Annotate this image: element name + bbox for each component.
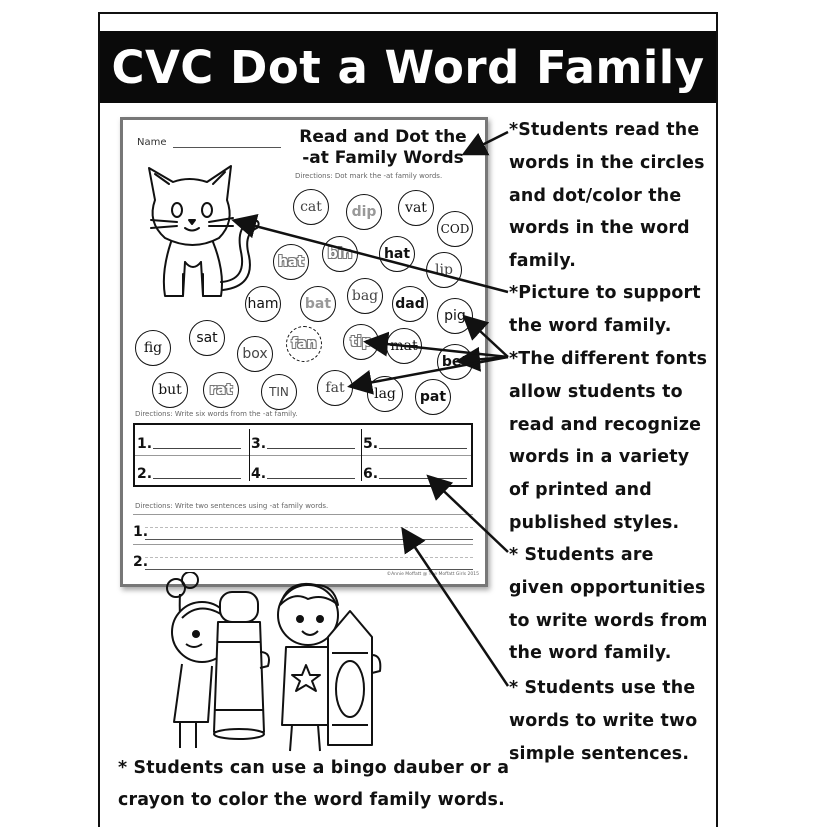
word-circle[interactable]: bet [437,344,473,380]
arrow-icon [368,342,508,357]
word-circle[interactable]: TIN [261,374,297,410]
write-number: 3. [251,436,267,452]
write-number: 6. [363,466,379,482]
word-circle[interactable]: bin [322,236,358,272]
name-label: Name [137,137,167,148]
word-circle[interactable]: ham [245,286,281,322]
directions-sentences: Directions: Write two sentences using -at family words. [135,502,329,510]
write-number: 1. [137,436,153,452]
note-dauber: * Students can use a bingo dauber or a crayon to color the word family words. [118,758,510,810]
directions-write: Directions: Write six words from the -at family. [135,410,298,418]
word-circle[interactable]: sat [189,320,225,356]
word-circle[interactable]: bat [300,286,336,322]
note-read-words: *Students read the words in the circles and dot/color the words in the word family. [509,120,705,272]
write-number: 2. [137,466,153,482]
word-circle[interactable]: COD [437,211,473,247]
worksheet-title-line1: Read and Dot the [299,127,467,147]
arrow-icon [466,318,508,357]
page-title: CVC Dot a Word Family [100,31,716,103]
note-sentences: * Students use the words to write two simple sentences. [509,678,698,764]
arrow-icon [352,357,508,386]
word-circle[interactable]: hat [379,236,415,272]
word-circle[interactable]: fan [286,326,322,362]
arrow-icon [236,221,508,292]
note-fonts: *The different fonts allow students to read and recognize words in a variety of printed and published styles. [509,349,708,533]
directions-dot: Directions: Dot mark the -at family words. [295,172,443,180]
word-circle[interactable]: tip [343,324,379,360]
arrow-icon [404,531,508,686]
word-circle[interactable]: pat [415,379,451,415]
word-circle[interactable]: pig [437,298,473,334]
word-circle[interactable]: dip [346,194,382,230]
word-circle[interactable]: box [237,336,273,372]
word-circle[interactable]: fig [135,330,171,366]
write-number: 5. [363,436,379,452]
note-picture: *Picture to support the word family. [509,283,701,336]
word-circle[interactable]: vat [398,190,434,226]
word-circle[interactable]: cat [293,189,329,225]
word-circle[interactable]: bag [347,278,383,314]
arrow-icon [466,132,508,153]
word-circle[interactable]: but [152,372,188,408]
copyright: ©Annie Moffatt @ The Moffatt Girls 2015 [386,572,479,577]
sentence-number: 2. [133,554,149,570]
word-circle[interactable]: dad [392,286,428,322]
word-circle[interactable]: lag [367,376,403,412]
word-circle[interactable]: lip [426,252,462,288]
arrow-icon [430,478,508,552]
worksheet-title-line2: -at Family Words [302,148,464,168]
write-number: 4. [251,466,267,482]
word-circle[interactable]: rat [203,372,239,408]
word-circle[interactable]: hat [273,244,309,280]
sentence-number: 1. [133,524,149,540]
word-circle[interactable]: fat [317,370,353,406]
note-write-words: * Students are given opportunities to write words from the word family. [509,545,708,664]
word-circle[interactable]: mat [386,328,422,364]
